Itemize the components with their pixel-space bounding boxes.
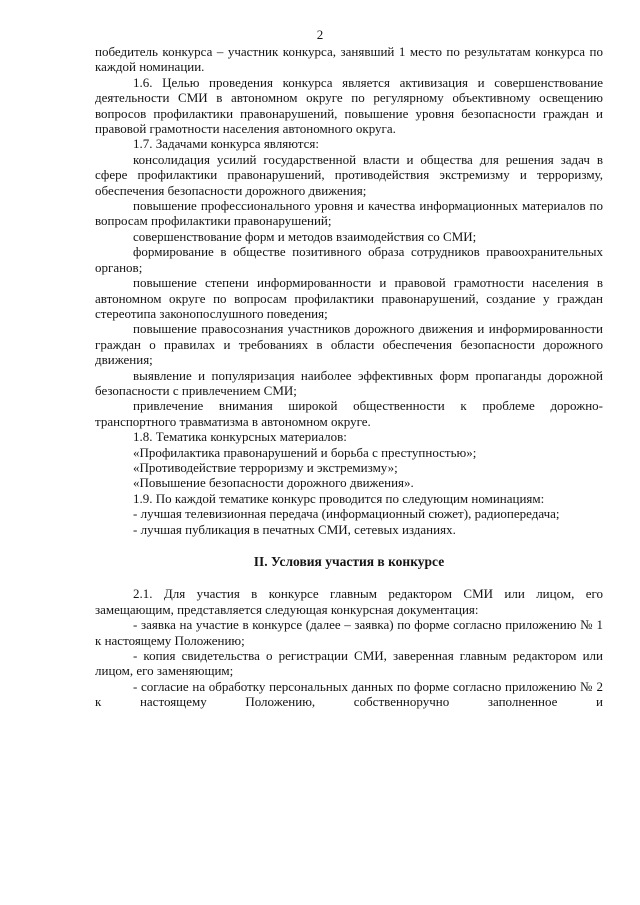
nomination-item: - лучшая публикация в печатных СМИ, сетевых изданиях. xyxy=(133,521,456,537)
paragraph-2-1: 2.1. Для участия в конкурсе главным редактором СМИ или лицом, его замещающим, представляется следующая конкурсная документация: xyxy=(95,586,603,617)
theme-item: «Профилактика правонарушений и борьба с преступностью»; xyxy=(133,444,477,460)
document-requirement-item: - согласие на обработку персональных данных по форме согласно приложению № 2 к настоящему Положению, собственноручно заполненное и xyxy=(95,678,603,710)
paragraph-1-6-goal: 1.6. Целью проведения конкурса является активизация и совершенствование деятельности СМИ в автономном округе по регулярному объективному освещению вопросов профилактики правонарушений, повышение уровня безопасности граждан и правовой грамотности населения автономного округа. xyxy=(95,74,603,137)
paragraph-1-7-tasks-heading: 1.7. Задачами конкурса являются: xyxy=(133,136,319,152)
task-item: формирование в обществе позитивного образа сотрудников правоохранительных органов; xyxy=(95,244,603,275)
task-item: повышение правосознания участников дорожного движения и информированности граждан о правилах и требованиях в области обеспечения безопасности дорожного движения; xyxy=(95,321,603,368)
task-item: совершенствование форм и методов взаимодействия со СМИ; xyxy=(133,228,477,244)
section-2-heading: II. Условия участия в конкурсе xyxy=(253,554,445,569)
task-item: повышение степени информированности и правовой грамотности населения в автономном округе по вопросам профилактики правонарушений, создание у граждан стереотипа законопослушного поведения; xyxy=(95,275,603,321)
task-item: привлечение внимания широкой общественности к проблеме дорожно-транспортного травматизма в автономном округе. xyxy=(95,398,603,429)
paragraph-1-9-nominations-heading: 1.9. По каждой тематике конкурс проводится по следующим номинациям: xyxy=(133,490,545,506)
theme-item: «Повышение безопасности дорожного движения». xyxy=(133,475,414,491)
paragraph-winner-definition: победитель конкурса – участник конкурса, занявший 1 место по результатам конкурса по каждой номинации. xyxy=(95,44,603,75)
page-number: 2 xyxy=(316,27,324,42)
paragraph-1-8-themes-heading: 1.8. Тематика конкурсных материалов: xyxy=(133,429,347,445)
task-item: выявление и популяризация наиболее эффективных форм пропаганды дорожной безопасности с привлечением СМИ; xyxy=(95,367,603,398)
theme-item: «Противодействие терроризму и экстремизму»; xyxy=(133,459,398,475)
document-requirement-item: - заявка на участие в конкурсе (далее – заявка) по форме согласно приложению № 1 к настоящему Положению; xyxy=(95,617,603,648)
task-item: консолидация усилий государственной власти и общества для решения задач в сфере профилактики правонарушений, противодействия экстремизму и терроризму, обеспечения безопасности дорожного движения; xyxy=(95,151,603,198)
document-body xyxy=(95,44,603,710)
nomination-item: - лучшая телевизионная передача (информационный сюжет), радиопередача; xyxy=(133,506,560,522)
document-requirement-item: - копия свидетельства о регистрации СМИ, заверенная главным редактором или лицом, его заменяющим; xyxy=(95,648,603,679)
task-item: повышение профессионального уровня и качества информационных материалов по вопросам профилактики правонарушений; xyxy=(95,198,603,229)
